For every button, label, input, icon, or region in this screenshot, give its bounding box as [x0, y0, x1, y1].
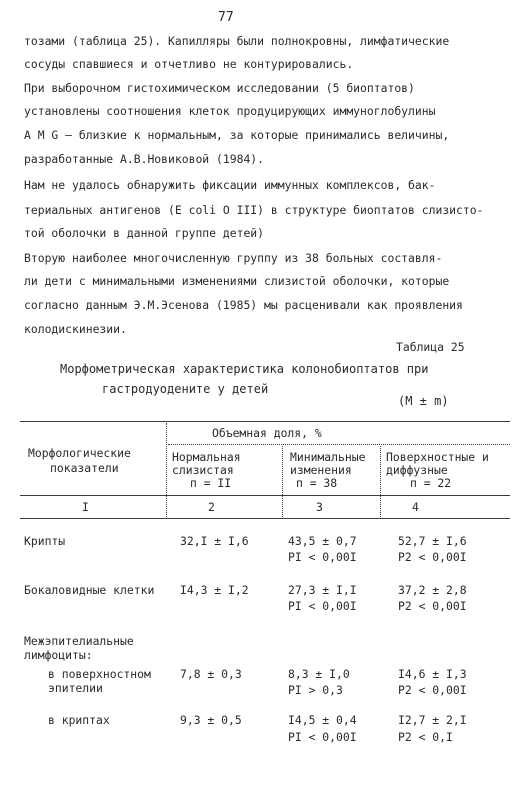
- subrow-label: в поверхностном: [48, 667, 151, 681]
- row-p-value: P2 < 0,00I: [398, 550, 467, 564]
- header-col2-line3: п = II: [190, 476, 232, 490]
- text-line: Вторую наиболее многочисленную группу из 38 больных составля-: [24, 251, 443, 265]
- row-value-normal: 7,8 ± 0,3: [180, 667, 242, 681]
- text-line: При выборочном гистохимическом исследовании (5 биоптатов): [24, 81, 415, 95]
- text-line: тозами (таблица 25). Капилляры были полнокровны, лимфатические: [24, 34, 450, 48]
- row-p-value: P2 < 0,00I: [398, 599, 467, 613]
- header-col1: Морфологические: [28, 446, 131, 460]
- text-line: сосуды спавшиеся и отчетливо не контурировались.: [24, 57, 354, 71]
- row-value-diffuse: 52,7 ± I,6: [398, 534, 467, 548]
- header-col1-line2: показатели: [50, 461, 119, 475]
- column-number: 4: [412, 500, 419, 514]
- header-col2: Нормальная: [172, 450, 241, 464]
- text-line: Нам не удалось обнаружить фиксации иммунных комплексов, бак-: [24, 178, 436, 192]
- row-value-minimal: 8,3 ± I,0: [288, 667, 350, 681]
- row-p-value: PI < 0,00I: [288, 730, 357, 744]
- header-group-rule: [168, 444, 510, 445]
- header-rule: [20, 495, 510, 496]
- row-label: Бокаловидные клетки: [24, 583, 155, 597]
- table-top-rule: [20, 421, 510, 422]
- table-title-line2: гастродуодените у детей: [102, 382, 269, 396]
- header-col2-line2: слизистая: [172, 463, 234, 477]
- header-col4: Поверхностные и: [386, 450, 489, 464]
- row-value-normal: I4,3 ± I,2: [180, 583, 249, 597]
- row-value-minimal: 27,3 ± I,I: [288, 583, 357, 597]
- column-number: I: [82, 500, 89, 514]
- row-p-value: P2 < 0,00I: [398, 683, 467, 697]
- header-col3: Минимальные: [290, 450, 366, 464]
- column-divider: [166, 423, 167, 519]
- table-label: Таблица 25: [396, 340, 465, 354]
- text-line: А М G – близкие к нормальным, за которые принимались величины,: [24, 128, 450, 142]
- subrow-label-line2: эпителии: [48, 681, 103, 695]
- subrow-label: в криптах: [48, 713, 110, 727]
- header-col4-line2: диффузные: [386, 463, 448, 477]
- row-label: Крипты: [24, 534, 66, 548]
- row-p-value: PI < 0,00I: [288, 550, 357, 564]
- text-line: той оболочки в данной группе детей): [24, 226, 265, 240]
- row-p-value: P2 < 0,I: [398, 730, 453, 744]
- text-line: согласно данным Э.М.Эсенова (1985) мы расценивали как проявления: [24, 298, 463, 312]
- header-col3-line3: п = 38: [296, 476, 338, 490]
- column-number: 2: [208, 500, 215, 514]
- header-col3-line2: изменения: [290, 463, 352, 477]
- header-col4-line3: п = 22: [410, 476, 452, 490]
- text-line: колодискинезии.: [24, 322, 127, 336]
- row-value-diffuse: I4,6 ± I,3: [398, 667, 467, 681]
- row-value-normal: 32,I ± I,6: [180, 534, 249, 548]
- group-label-line2: лимфоциты:: [24, 648, 93, 662]
- row-value-normal: 9,3 ± 0,5: [180, 713, 242, 727]
- row-value-minimal: I4,5 ± 0,4: [288, 713, 357, 727]
- row-p-value: PI < 0,00I: [288, 599, 357, 613]
- header-group: Объемная доля, %: [212, 426, 322, 440]
- row-p-value: PI > 0,3: [288, 683, 343, 697]
- row-value-diffuse: I2,7 ± 2,I: [398, 713, 467, 727]
- text-line: териальных антигенов (E coli О III) в структуре биоптатов слизисто-: [24, 203, 484, 217]
- group-label: Межэпителиальные: [24, 634, 134, 648]
- text-line: установлены соотношения клеток продуцирующих иммуноглобулины: [24, 104, 436, 118]
- text-line: разработанные А.В.Новиковой (1984).: [24, 152, 265, 166]
- column-divider: [282, 446, 283, 519]
- row-value-diffuse: 37,2 ± 2,8: [398, 583, 467, 597]
- column-number: 3: [316, 500, 323, 514]
- column-divider: [380, 446, 381, 519]
- page-number: 77: [218, 10, 234, 25]
- table-units: (М ± m): [398, 394, 449, 408]
- table-title: Морфометрическая характеристика колонобиоптатов при: [60, 362, 429, 376]
- row-value-minimal: 43,5 ± 0,7: [288, 534, 357, 548]
- number-rule: [20, 518, 510, 519]
- text-line: ли дети с минимальными изменениями слизистой оболочки, которые: [24, 274, 450, 288]
